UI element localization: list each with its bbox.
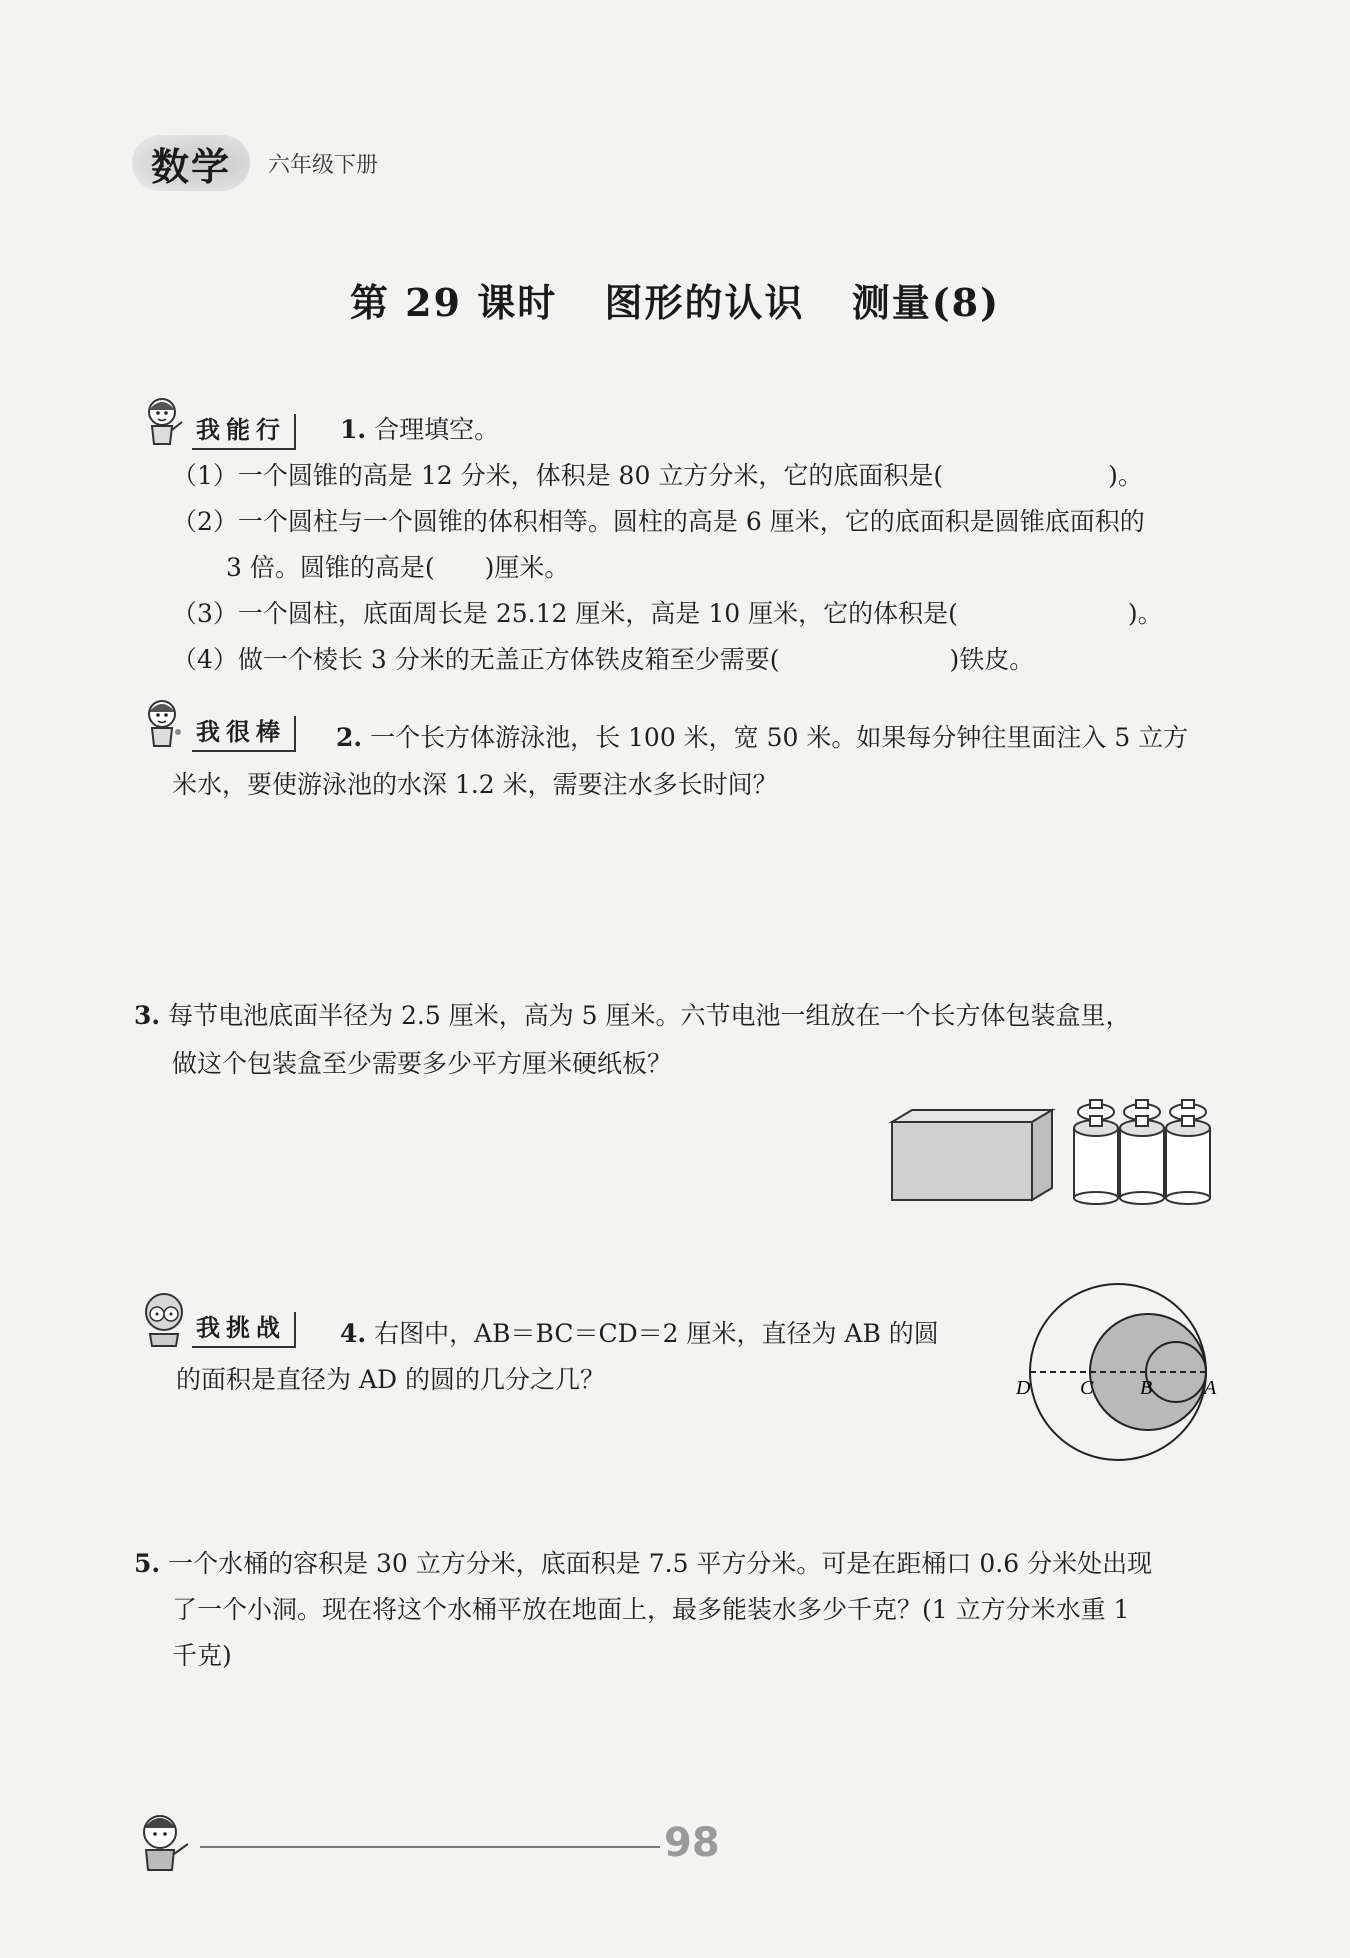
q5-line1 <box>134 1546 1152 1582</box>
q2-number: 2. <box>336 723 363 752</box>
q5-line2: 了一个小洞。现在将这个水桶平放在地面上，最多能装水多少千克？(1 立方分米水重 1 <box>172 1595 1130 1624</box>
nested-circles-figure <box>1012 1280 1222 1465</box>
q3-line2: 做这个包装盒至少需要多少平方厘米硬纸板？ <box>172 1049 673 1078</box>
q1-item3 <box>172 596 1163 632</box>
q1-item3-text: （3）一个圆柱，底面周长是 25.12 厘米，高是 10 厘米，它的体积是( <box>172 599 958 628</box>
q2-text-1: 一个长方体游泳池，长 100 米，宽 50 米。如果每分钟往里面注入 5 立方 <box>370 723 1189 752</box>
q4-line2: 的面积是直径为 AD 的圆的几分之几？ <box>176 1365 605 1394</box>
lesson-number: 第 29 课时 <box>349 280 558 325</box>
q1-text: 合理填空。 <box>374 415 500 444</box>
page-header <box>132 135 378 191</box>
q1-item4-text: （4）做一个棱长 3 分米的无盖正方体铁皮箱至少需要( <box>172 645 780 674</box>
q1-item4 <box>172 642 1034 678</box>
q2-line2: 米水，要使游泳池的水深 1.2 米，需要注水多长时间？ <box>172 770 778 799</box>
subject-badge: 数学 <box>132 135 250 191</box>
lesson-title <box>0 272 1350 327</box>
circle-diameter-ac <box>1090 1314 1206 1430</box>
q1-item2-close: )厘米。 <box>484 553 570 582</box>
q5-number: 5. <box>134 1549 161 1578</box>
q3-text-1: 每节电池底面半径为 2.5 厘米，高为 5 厘米。六节电池一组放在一个长方体包装盒里， <box>168 1001 1131 1030</box>
section-tag-1 <box>140 392 296 450</box>
q1-item1-close: )。 <box>1108 461 1143 490</box>
cuboid-box <box>892 1110 1052 1200</box>
lesson-subtopic: 测量(8) <box>851 280 1001 325</box>
q1-item3-close: )。 <box>1127 599 1163 628</box>
q3-number: 3. <box>134 1001 161 1030</box>
q1-item1-text: （1）一个圆锥的高是 12 分米，体积是 80 立方分米，它的底面积是( <box>172 461 944 490</box>
point-d-label: D <box>1016 1377 1031 1399</box>
battery-group <box>1074 1100 1210 1204</box>
q2-line1 <box>336 720 1188 756</box>
section-label-2: 我很棒 <box>192 716 296 752</box>
point-b-label: B <box>1140 1377 1153 1399</box>
q1-item2-cont <box>226 550 569 586</box>
page-number: 98 <box>664 1820 720 1866</box>
point-c-label: C <box>1080 1377 1094 1399</box>
q1-item2-cont-text: 3 倍。圆锥的高是( <box>226 553 435 582</box>
q4-line1 <box>340 1316 939 1352</box>
girl-mascot-icon <box>140 392 188 450</box>
q5-text-1: 一个水桶的容积是 30 立方分米，底面积是 7.5 平方分米。可是在距桶口 0.6 分米处出现 <box>168 1549 1153 1578</box>
q1-item1 <box>172 458 1143 494</box>
q1-title <box>340 412 499 448</box>
kids-mascot-icon <box>140 1290 188 1348</box>
q1-number: 1. <box>340 415 367 444</box>
section-tag-2 <box>140 694 296 752</box>
footer-rule <box>200 1846 660 1848</box>
lesson-topic: 图形的认识 <box>604 280 805 325</box>
q3-line1 <box>134 998 1131 1034</box>
q1-item2-text: （2）一个圆柱与一个圆锥的体积相等。圆柱的高是 6 厘米，它的底面积是圆锥底面积的 <box>172 507 1145 536</box>
point-a-label: A <box>1204 1377 1217 1399</box>
q5-line3: 千克) <box>172 1641 232 1670</box>
section-label-3: 我挑战 <box>192 1312 296 1348</box>
q4-text-1: 右图中，AB＝BC＝CD＝2 厘米，直径为 AB 的圆 <box>374 1319 939 1348</box>
box-and-batteries-figure <box>860 1098 1220 1208</box>
boy-mascot-icon <box>130 1808 200 1878</box>
girl-mascot-icon <box>140 694 188 752</box>
grade-label: 六年级下册 <box>268 152 379 178</box>
q1-item4-close: )铁皮。 <box>949 645 1035 674</box>
section-label-1: 我能行 <box>192 414 296 450</box>
q4-number: 4. <box>340 1319 367 1348</box>
section-tag-3 <box>140 1290 296 1348</box>
q1-item2 <box>172 504 1145 540</box>
